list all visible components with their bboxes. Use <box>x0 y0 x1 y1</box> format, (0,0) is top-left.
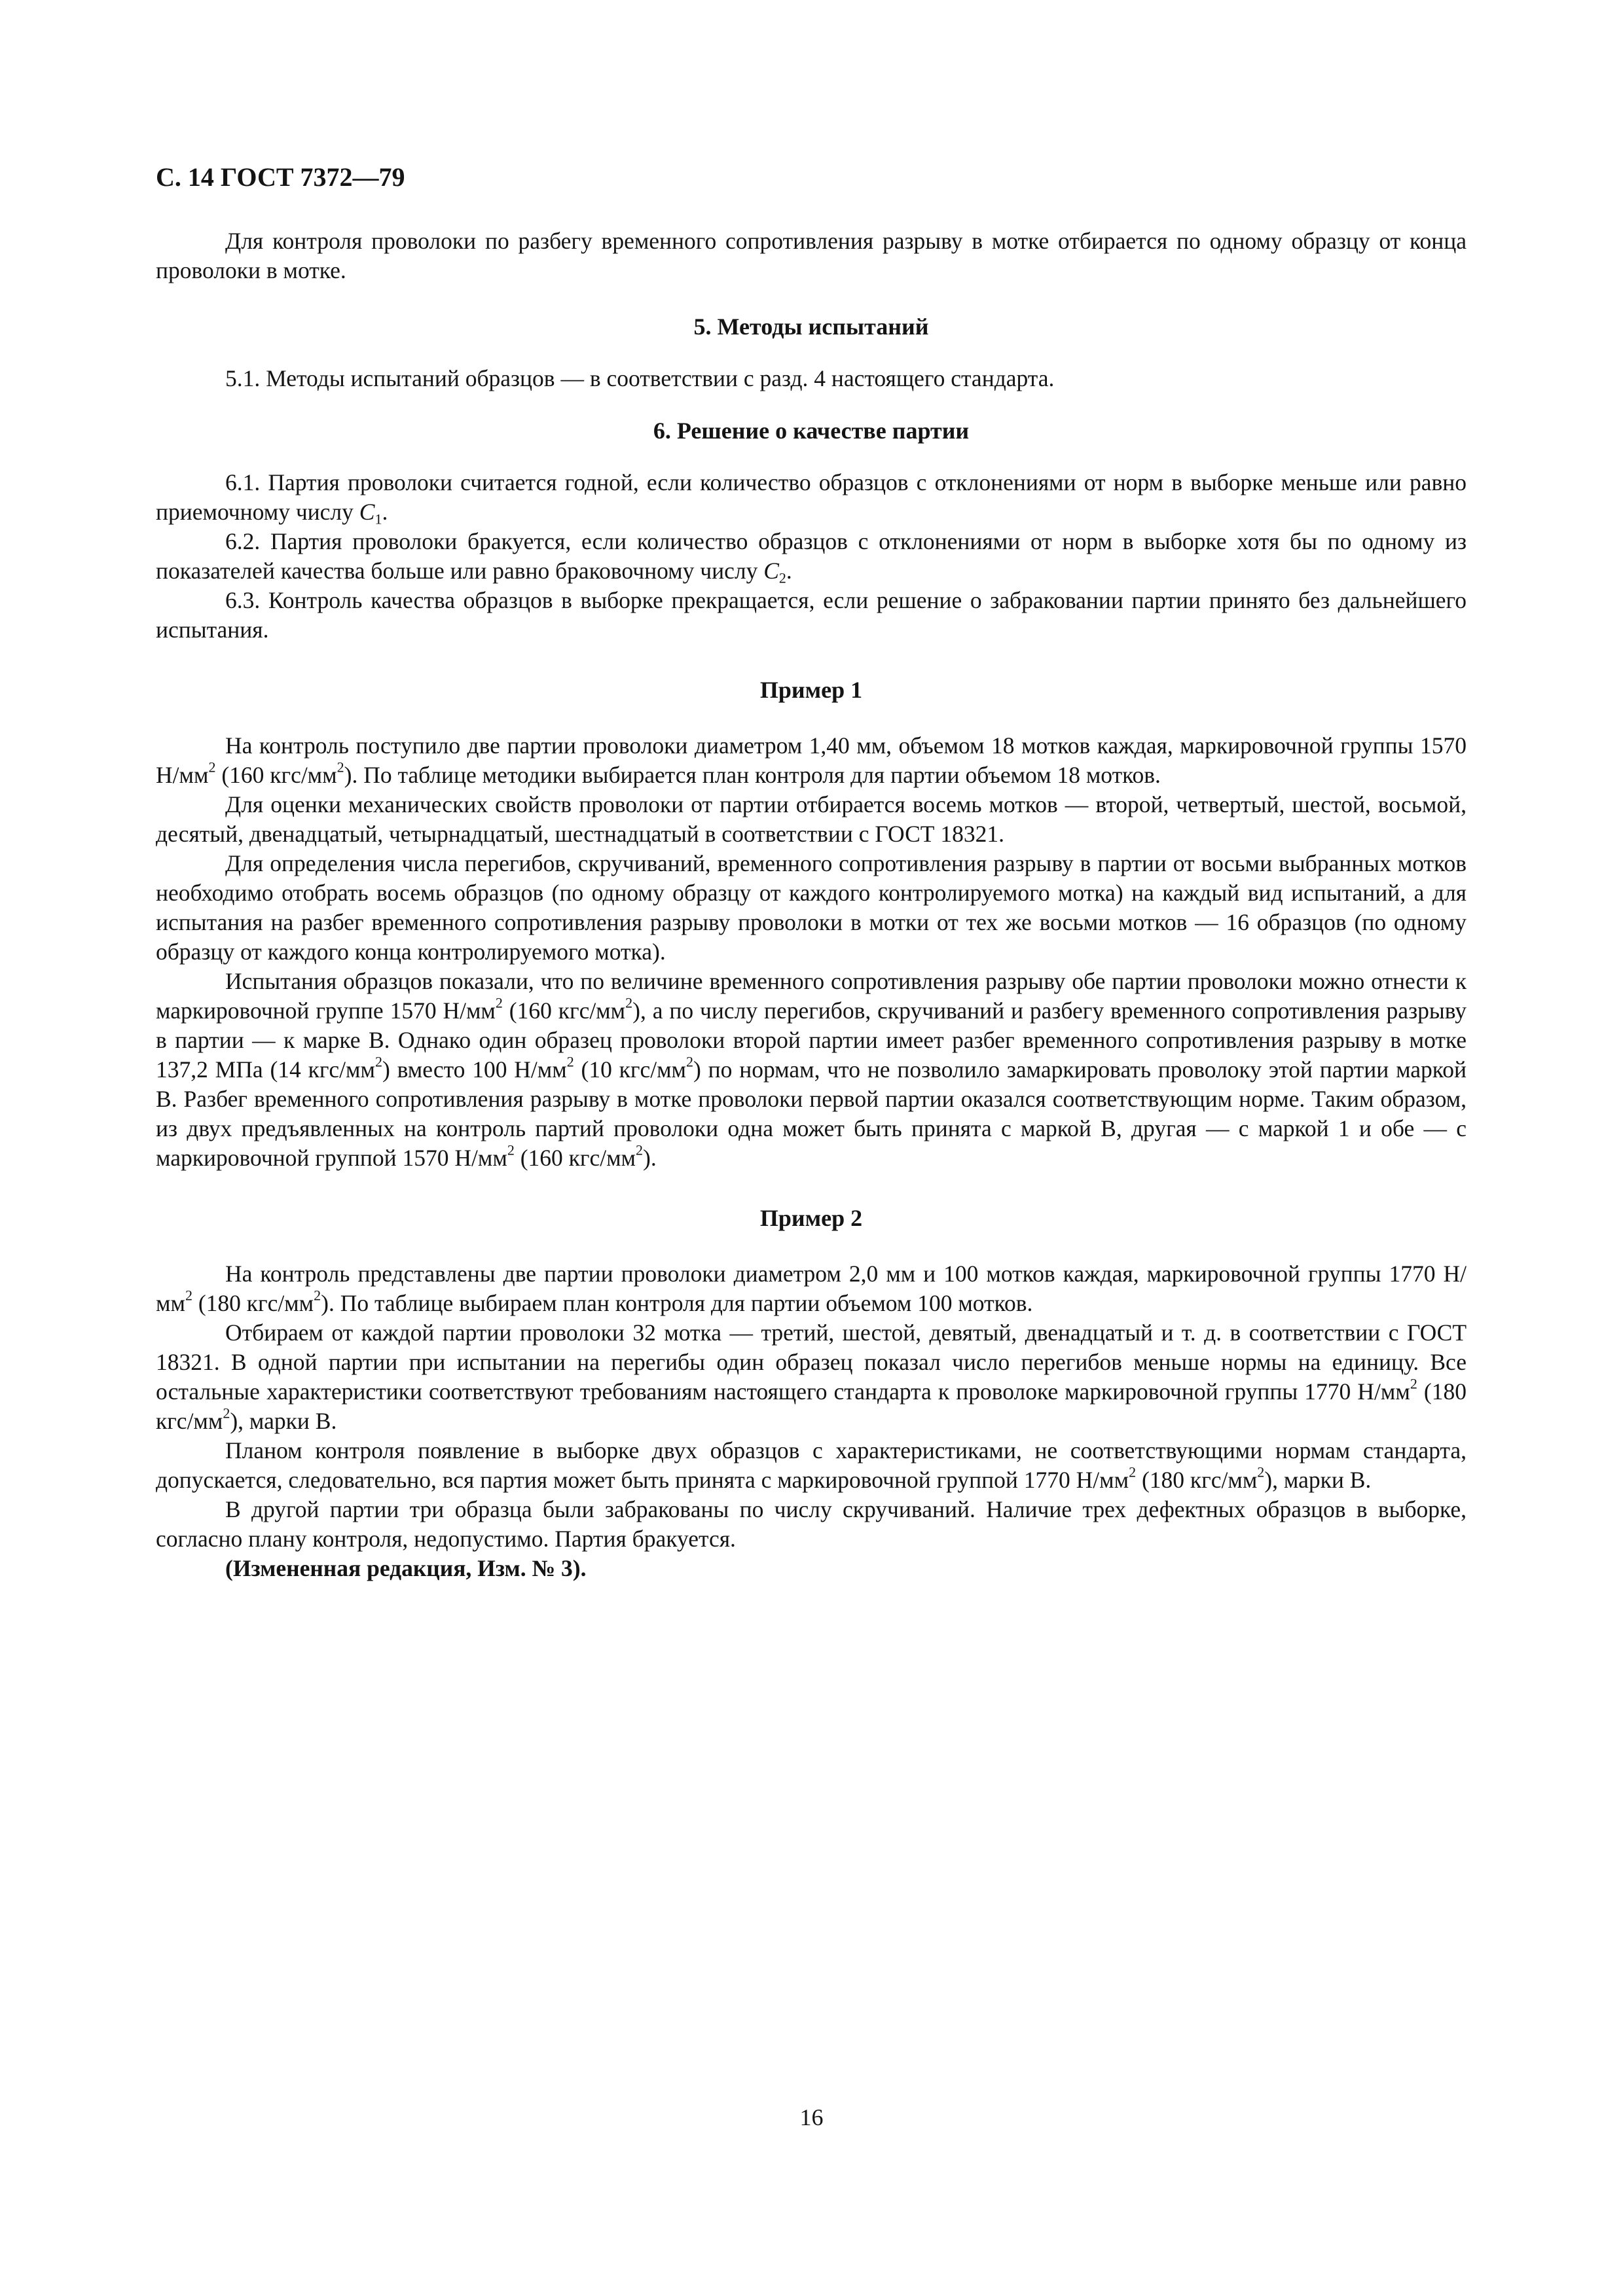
superscript: 2 <box>337 759 344 776</box>
example-2-paragraph-1 <box>156 1259 1467 1318</box>
paragraph-text: (160 кгс/мм <box>502 997 626 1024</box>
section-5-title: 5. Методы испытаний <box>693 314 929 340</box>
page-number: 16 <box>799 2104 824 2130</box>
paragraph-text: (10 кгс/мм <box>574 1056 687 1083</box>
paragraph-text: Испытания образцов показали, что по величине временного сопротивления разрыву обе партии проволоки можно отнести к маркировочной группе 1570 Н/мм <box>156 968 1467 1024</box>
superscript: 2 <box>314 1287 321 1304</box>
paragraph-text: На контроль представлены две партии проволоки диаметром 2,0 мм и 100 мотков каждая, маркировочной группы 1770 Н/мм <box>156 1261 1467 1316</box>
section-5-paragraph-1: 5.1. Методы испытаний образцов — в соответствии с разд. 4 настоящего стандарта. <box>225 365 1055 391</box>
example-1-paragraph-4 <box>156 967 1467 1173</box>
paragraph-text: . <box>786 558 792 584</box>
document-body <box>156 226 1467 1583</box>
example-2-paragraph-3 <box>156 1436 1467 1495</box>
superscript: 2 <box>566 1053 574 1070</box>
superscript: 2 <box>686 1053 694 1070</box>
paragraph-text: . <box>382 499 388 525</box>
subscript: 2 <box>778 569 786 586</box>
example-2-title: Пример 2 <box>759 1205 863 1231</box>
paragraph-text: (160 кгс/мм <box>215 762 337 788</box>
example-1-paragraph-2: Для оценки механических свойств проволоки от партии отбирается восемь мотков — второй, четвертый, шестой, восьмой, десятый, двенадцатый, четырнадцатый, шестнадцатый в соответствии с ГОСТ 18321. <box>156 791 1467 847</box>
paragraph-text: (180 кгс/мм <box>192 1290 314 1316</box>
paragraph-text: (180 кгс/мм <box>156 1378 1467 1434</box>
superscript: 2 <box>495 994 503 1011</box>
paragraph-text: 6.2. Партия проволоки бракуется, если количество образцов с отклонениями от норм в выборке хотя бы по одному из показателей качества больше или равно браковочному числу <box>156 528 1467 584</box>
example-2-paragraph-4: В другой партии три образца были забракованы по числу скручиваний. Наличие трех дефектных образцов в выборке, согласно плану контроля, недопустимо. Партия бракуется. <box>156 1496 1467 1552</box>
example-1-title: Пример 1 <box>759 677 863 703</box>
section-6-paragraph-3: 6.3. Контроль качества образцов в выборке прекращается, если решение о забраковании партии принято без дальнейшего испытания. <box>156 587 1467 643</box>
superscript: 2 <box>185 1287 192 1304</box>
paragraph-text: Отбираем от каждой партии проволоки 32 мотка — третий, шестой, девятый, двенадцатый и т. д. в соответствии с ГОСТ 18321. В одной партии при испытании на перегибы один образец показал число перегибов меньше нормы на единицу. Все остальные характеристики соответствуют требованиям настоящего стандарта к проволоке маркировочной группы 1770 Н/мм <box>156 1319 1467 1405</box>
paragraph-text: ) вместо 100 Н/мм <box>382 1056 567 1083</box>
page-header: С. 14 ГОСТ 7372—79 <box>156 162 405 192</box>
subscript: 1 <box>374 511 382 528</box>
paragraph-text: ), а по числу перегибов, скручиваний и разбегу временного сопротивления разрыву в партии — к марке В. Однако один образец проволоки второй партии имеет разбег временного сопротивления разрыву в мотке 137,2 МПа (14 кгс/мм <box>156 997 1467 1083</box>
superscript: 2 <box>208 759 216 776</box>
symbol-c: C <box>763 558 779 584</box>
paragraph-text: (160 кгс/мм <box>514 1145 636 1171</box>
example-1-paragraph-1 <box>156 731 1467 790</box>
symbol-c: C <box>359 499 375 525</box>
intro-paragraph: Для контроля проволоки по разбегу временного сопротивления разрыву в мотке отбирается по одному образцу от конца проволоки в мотке. <box>156 228 1467 283</box>
paragraph-text: ). По таблице выбираем план контроля для партии объемом 100 мотков. <box>321 1290 1033 1316</box>
paragraph-text: ), марки В. <box>230 1408 337 1434</box>
superscript: 2 <box>636 1141 644 1158</box>
superscript: 2 <box>1257 1463 1265 1480</box>
paragraph-text: ). <box>643 1145 657 1171</box>
section-6-paragraph-2 <box>156 527 1467 586</box>
section-6-paragraph-1 <box>156 468 1467 527</box>
superscript: 2 <box>1129 1463 1137 1480</box>
paragraph-text: ), марки В. <box>1264 1467 1372 1493</box>
superscript: 2 <box>223 1405 230 1422</box>
example-2-paragraph-2 <box>156 1318 1467 1436</box>
paragraph-text: (180 кгс/мм <box>1136 1467 1258 1493</box>
amendment-note: (Измененная редакция, Изм. № 3). <box>225 1555 587 1581</box>
paragraph-text: ). По таблице методики выбирается план контроля для партии объемом 18 мотков. <box>344 762 1161 788</box>
example-1-paragraph-3: Для определения числа перегибов, скручиваний, временного сопротивления разрыву в партии от восьми выбранных мотков необходимо отобрать восемь образцов (по одному образцу от каждого контролируемого мотка) на каждый вид испытаний, а для испытания на разбег временного сопротивления разрыву проволоки в мотки от тех же восьми мотков — 16 образцов (по одному образцу от каждого конца контролируемого мотка). <box>156 850 1467 965</box>
paragraph-text: На контроль поступило две партии проволоки диаметром 1,40 мм, объемом 18 мотков каждая, маркировочной группы 1570 Н/мм <box>156 732 1467 788</box>
paragraph-text: ) по нормам, что не позволило замаркировать проволоку этой партии маркой В. Разбег временного сопротивления разрыву в мотке проволоки первой партии оказался соответствующим норме. Таким образом, из двух предъявленных на контроль партий проволоки одна может быть принята с маркой В, другая — с маркой 1 и обе — с маркировочной группой 1570 Н/мм <box>156 1056 1467 1171</box>
superscript: 2 <box>374 1053 382 1070</box>
section-6-title: 6. Решение о качестве партии <box>653 418 970 444</box>
paragraph-text: 6.1. Партия проволоки считается годной, если количество образцов с отклонениями от норм в выборке меньше или равно приемочному числу <box>156 469 1467 525</box>
paragraph-text: Планом контроля появление в выборке двух образцов с характеристиками, не соответствующими нормам стандарта, допускается, следовательно, вся партия может быть принята с маркировочной группой 1770 Н/мм <box>156 1437 1467 1493</box>
superscript: 2 <box>625 994 633 1011</box>
superscript: 2 <box>507 1141 515 1158</box>
superscript: 2 <box>1410 1375 1417 1392</box>
